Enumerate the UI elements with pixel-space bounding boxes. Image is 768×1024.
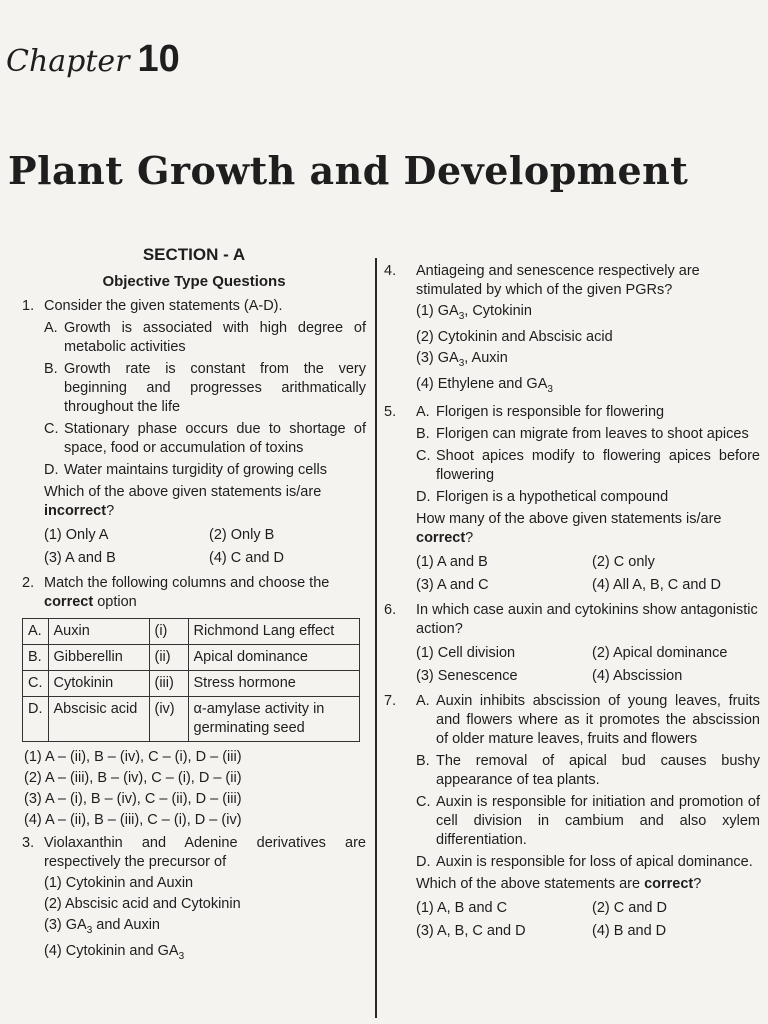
statement-label: A. bbox=[416, 692, 430, 709]
statement-text: Growth is associated with high degree of metabolic activities bbox=[64, 320, 366, 355]
statement-d bbox=[416, 488, 760, 507]
ask-text: Which of the above statements are bbox=[416, 875, 645, 892]
statement-label: C. bbox=[416, 447, 431, 464]
statement-label: A. bbox=[44, 320, 58, 336]
ask-end: ? bbox=[465, 529, 474, 546]
question-number: 3. bbox=[22, 835, 35, 851]
option-2[interactable]: (2) A – (iii), B – (iv), C – (i), D – (ii) bbox=[24, 770, 242, 786]
subscript: 3 bbox=[547, 383, 553, 395]
statement-label: B. bbox=[416, 752, 430, 769]
options bbox=[416, 302, 760, 399]
options bbox=[416, 897, 760, 943]
options bbox=[22, 748, 366, 830]
question-ask bbox=[416, 510, 760, 548]
option-text: (4) Cytokinin and GA bbox=[44, 942, 179, 959]
statement-c bbox=[416, 793, 760, 850]
section-subheading: Objective Type Questions bbox=[102, 273, 286, 290]
option-1[interactable]: (1) A and B bbox=[416, 553, 488, 570]
question-6 bbox=[382, 601, 760, 688]
statement-b bbox=[416, 752, 760, 790]
ask-text: How many of the above given statements is/are bbox=[416, 510, 722, 527]
statement-text: Auxin is responsible for loss of apical dominance. bbox=[436, 853, 753, 870]
column-a-cell: Auxin bbox=[48, 619, 149, 645]
row-numeral: (ii) bbox=[149, 645, 188, 671]
row-numeral: (i) bbox=[149, 619, 188, 645]
statement-c bbox=[416, 447, 760, 485]
table-row bbox=[23, 645, 360, 671]
options bbox=[44, 874, 366, 966]
statement-label: B. bbox=[416, 425, 430, 442]
subscript: 3 bbox=[458, 310, 465, 322]
option-1[interactable]: (1) A – (ii), B – (iv), C – (i), D – (iii) bbox=[24, 749, 242, 765]
option-3[interactable]: (3) Senescence bbox=[416, 667, 518, 684]
ask-end: ? bbox=[693, 875, 702, 892]
statement-d bbox=[416, 853, 760, 872]
subscript: 3 bbox=[458, 357, 465, 369]
option-3[interactable]: (3) A, B, C and D bbox=[416, 922, 526, 939]
question-number: 2. bbox=[22, 575, 35, 591]
left-column bbox=[22, 245, 366, 970]
option-text: (3) GA bbox=[44, 917, 87, 933]
statement-text: Florigen is responsible for flowering bbox=[436, 403, 665, 420]
question-stem: Violaxanthin and Adenine derivatives are respectively the precursor of bbox=[44, 835, 366, 870]
option-1[interactable]: (1) Only A bbox=[44, 527, 109, 543]
right-column bbox=[382, 262, 760, 947]
question-2 bbox=[22, 574, 366, 612]
statement-text: Florigen can migrate from leaves to shoot apices bbox=[436, 425, 749, 442]
question-ask bbox=[44, 483, 366, 521]
column-a-cell: Cytokinin bbox=[48, 671, 149, 697]
page-title: Plant Growth and Development bbox=[8, 148, 689, 193]
options bbox=[416, 642, 760, 688]
option-1[interactable] bbox=[416, 302, 760, 326]
question-number: 7. bbox=[384, 692, 397, 709]
question-stem: Antiageing and senescence respectively are stimulated by which of the given PGRs? bbox=[416, 263, 700, 298]
question-stem: Consider the given statements (A-D). bbox=[44, 298, 283, 314]
row-numeral: (iii) bbox=[149, 671, 188, 697]
row-label: A. bbox=[23, 619, 49, 645]
question-stem bbox=[44, 574, 366, 612]
question-stem: In which case auxin and cytokinins show antagonistic action? bbox=[416, 601, 758, 637]
statement-text: Stationary phase occurs due to shortage of space, food or accumulation of toxins bbox=[64, 421, 366, 456]
subscript: 3 bbox=[86, 924, 93, 936]
subscript: 3 bbox=[178, 950, 185, 962]
statement-a bbox=[44, 319, 366, 357]
option-4[interactable]: (4) All A, B, C and D bbox=[592, 576, 721, 593]
stem-bold: correct bbox=[44, 594, 94, 610]
option-2[interactable]: (2) C only bbox=[592, 553, 655, 570]
option-2[interactable]: (2) Cytokinin and Abscisic acid bbox=[416, 328, 613, 345]
option-1[interactable]: (1) Cytokinin and Auxin bbox=[44, 875, 194, 891]
option-3[interactable]: (3) A and C bbox=[416, 576, 489, 593]
option-3[interactable]: (3) A – (i), B – (iv), C – (ii), D – (iii) bbox=[24, 791, 242, 807]
option-2[interactable]: (2) Apical dominance bbox=[592, 644, 728, 661]
statement-text: Auxin is responsible for initiation and promotion of cell division in cambium and also xylem differentiation. bbox=[436, 793, 760, 848]
row-numeral: (iv) bbox=[149, 697, 188, 742]
question-number: 4. bbox=[384, 263, 397, 279]
statement-label: C. bbox=[44, 421, 59, 437]
row-label: B. bbox=[23, 645, 49, 671]
option-text-end: and Auxin bbox=[92, 917, 160, 933]
statement-label: D. bbox=[416, 853, 431, 870]
option-4[interactable] bbox=[416, 375, 760, 399]
column-a-cell: Abscisic acid bbox=[48, 697, 149, 742]
column-b-cell: α-amylase activity in germinating seed bbox=[188, 697, 360, 742]
table-row bbox=[23, 697, 360, 742]
option-text-end: , Cytokinin bbox=[464, 303, 532, 319]
option-text: (4) Ethylene and GA bbox=[416, 375, 548, 392]
option-3[interactable] bbox=[416, 349, 760, 373]
statement-text: Florigen is a hypothetical compound bbox=[436, 488, 669, 505]
stem-text: Match the following columns and choose the bbox=[44, 575, 330, 591]
question-7 bbox=[382, 692, 760, 943]
ask-bold: correct bbox=[644, 875, 694, 892]
option-3[interactable] bbox=[44, 916, 366, 940]
statement-c bbox=[44, 420, 366, 458]
option-text-end: , Auxin bbox=[464, 349, 508, 366]
ask-bold: correct bbox=[416, 529, 466, 546]
option-4[interactable]: (4) Abscission bbox=[592, 667, 683, 684]
option-4[interactable]: (4) C and D bbox=[209, 550, 284, 566]
option-text: (3) GA bbox=[416, 349, 459, 366]
option-2[interactable]: (2) C and D bbox=[592, 899, 667, 916]
question-3 bbox=[22, 834, 366, 966]
row-label: D. bbox=[23, 697, 49, 742]
table-row bbox=[23, 671, 360, 697]
options bbox=[416, 551, 760, 597]
chapter-heading bbox=[6, 38, 180, 81]
statement-text: Shoot apices modify to flowering apices before flowering bbox=[436, 447, 760, 483]
section-heading: SECTION - A bbox=[142, 245, 246, 264]
question-number: 6. bbox=[384, 601, 397, 618]
option-4[interactable] bbox=[44, 942, 366, 966]
option-text: (1) GA bbox=[416, 303, 459, 319]
question-ask bbox=[416, 875, 760, 894]
option-4[interactable]: (4) A – (ii), B – (iii), C – (i), D – (iv) bbox=[24, 812, 242, 828]
statement-label: B. bbox=[44, 361, 58, 377]
statement-a bbox=[416, 403, 760, 422]
column-divider bbox=[375, 258, 377, 1018]
chapter-number: 10 bbox=[137, 38, 180, 80]
statement-a bbox=[416, 692, 760, 749]
option-1[interactable]: (1) A, B and C bbox=[416, 899, 508, 916]
question-5 bbox=[382, 403, 760, 597]
question-number: 5. bbox=[384, 403, 397, 420]
option-1[interactable]: (1) Cell division bbox=[416, 644, 516, 661]
table-row bbox=[23, 619, 360, 645]
statement-label: C. bbox=[416, 793, 431, 810]
chapter-word: Chapter bbox=[6, 44, 130, 79]
match-table bbox=[22, 618, 360, 742]
statement-text: The removal of apical bud causes bushy appearance of tea plants. bbox=[436, 752, 760, 788]
column-b-cell: Apical dominance bbox=[188, 645, 360, 671]
statement-text: Water maintains turgidity of growing cells bbox=[64, 462, 327, 478]
statement-text: Auxin inhibits abscission of young leaves, fruits and flowers where as it promotes the abscission of older mature leaves, fruits and flowers bbox=[436, 692, 760, 747]
option-3[interactable]: (3) A and B bbox=[44, 550, 116, 566]
row-label: C. bbox=[23, 671, 49, 697]
column-a-cell: Gibberellin bbox=[48, 645, 149, 671]
statement-b bbox=[416, 425, 760, 444]
ask-bold: incorrect bbox=[44, 503, 107, 519]
statement-label: A. bbox=[416, 403, 430, 420]
question-1 bbox=[22, 297, 366, 570]
statement-b bbox=[44, 360, 366, 417]
stem-end: option bbox=[93, 594, 137, 610]
options bbox=[44, 524, 366, 570]
column-b-cell: Richmond Lang effect bbox=[188, 619, 360, 645]
question-4 bbox=[382, 262, 760, 399]
option-2[interactable]: (2) Only B bbox=[209, 527, 275, 543]
ask-end: ? bbox=[106, 503, 115, 519]
statement-label: D. bbox=[44, 462, 59, 478]
option-2[interactable]: (2) Abscisic acid and Cytokinin bbox=[44, 896, 241, 912]
column-b-cell: Stress hormone bbox=[188, 671, 360, 697]
question-number: 1. bbox=[22, 298, 35, 314]
option-4[interactable]: (4) B and D bbox=[592, 922, 667, 939]
ask-text: Which of the above given statements is/are bbox=[44, 484, 322, 500]
statement-text: Growth rate is constant from the very beginning and progresses arithmatically throughout the life bbox=[64, 361, 366, 415]
statement-d bbox=[44, 461, 366, 480]
statement-label: D. bbox=[416, 488, 431, 505]
